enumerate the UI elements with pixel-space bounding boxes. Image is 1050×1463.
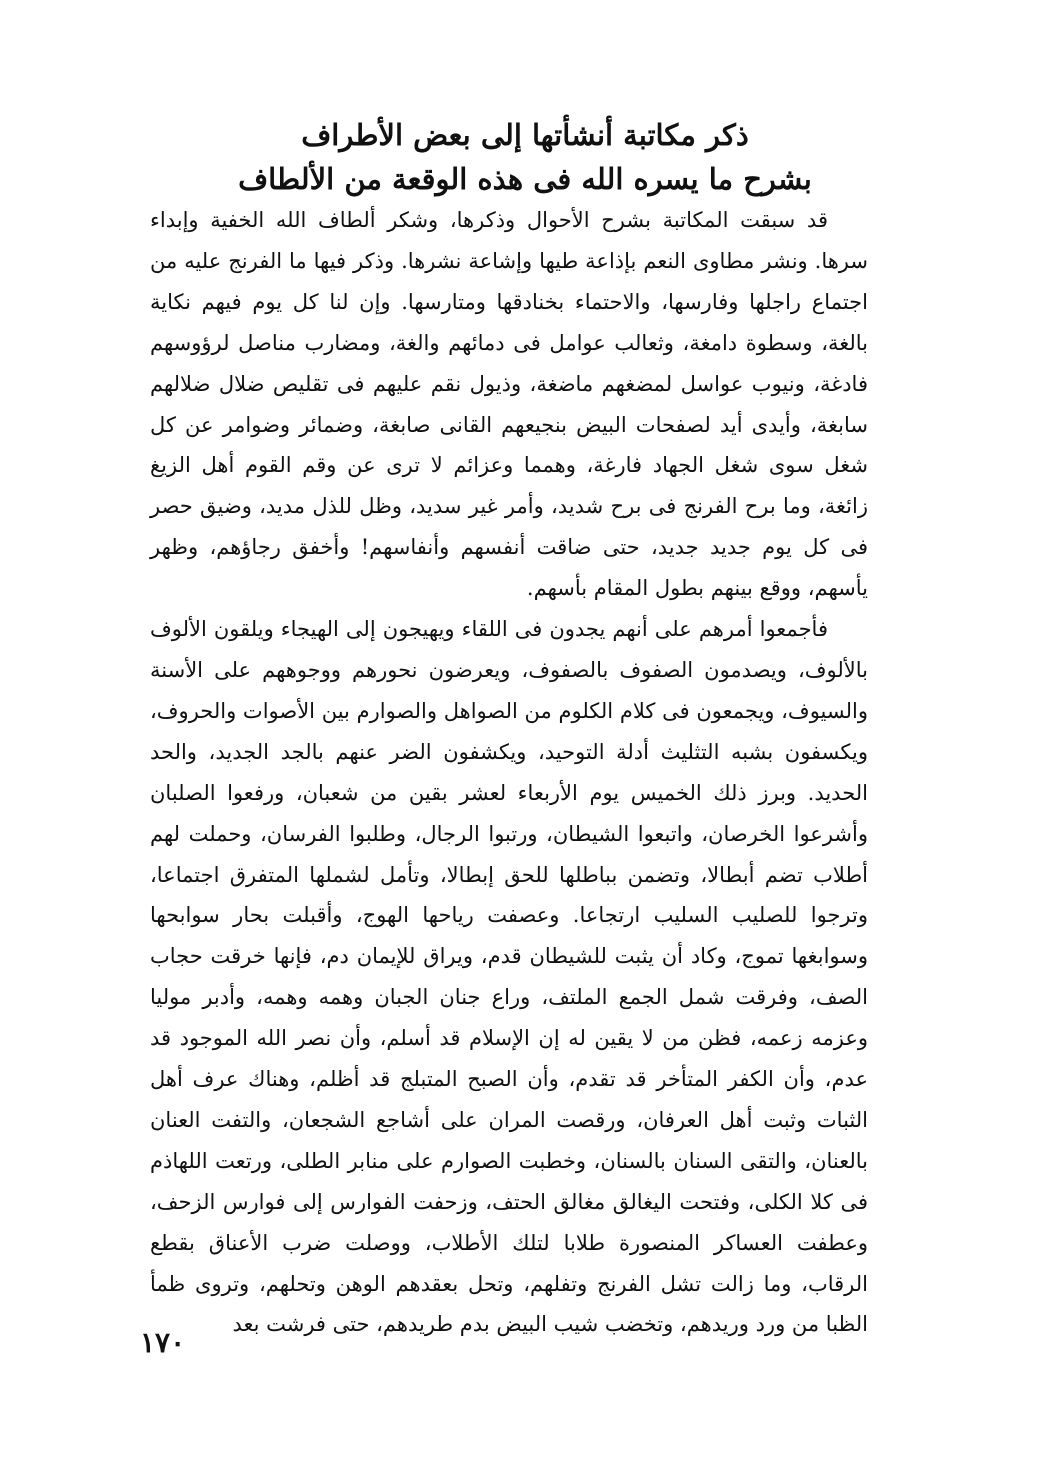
page-number: ١٧٠ (140, 1326, 186, 1359)
chapter-title-line-1: ذكر مكاتبة أنشأتها إلى بعض الأطراف (301, 118, 749, 152)
paragraph: قد سبقت المكاتبة بشرح الأحوال وذكرها، وشكر ألطاف الله الخفية وإبداء سرها. ونشر مطاوى النعم بإذاعة طيها وإشاعة نشرها. وذكر فيها ما الفرنج عليه من اجتماع راجلها وفارسها، والاحتماء بخنادقها ومتارسها. وإن لنا كل يوم فيهم نكاية بالغة، وسطوة دامغة، وثعالب عوامل فى دمائهم والغة، ومضارب مناصل لرؤوسهم فادغة، ونيوب عواسل لمضغهم ماضغة، وذيول نقم عليهم فى تقليص ضلال ضلالهم سابغة، وأيدى أيد لصفحات البيض بنجيعهم القانى صابغة، وضمائر وضوامر عن كل شغل سوى شغل الجهاد فارغة، وهمما وعزائم لا ترى عن وقم القوم أهل الزيغ زائغة، وما برح الفرنج فى برح شديد، وأمر غير سديد، وظل للذل مديد، وضيق حصر فى كل يوم جديد جديد، حتى ضاقت أنفسهم وأنفاسهم! وأخفق رجاؤهم، وظهر يأسهم، ووقع بينهم بطول المقام بأسهم. (150, 208, 868, 601)
paragraph: فأجمعوا أمرهم على أنهم يجدون فى اللقاء ويهيجون إلى الهيجاء ويلقون الألوف بالألوف، ويصدمون الصفوف بالصفوف، ويعرضون نحورهم ووجوههم على الأسنة والسيوف، ويجمعون فى كلام الكلوم من الصواهل والصوارم بين الأصوات والحروف، ويكسفون بشبه التثليث أدلة التوحيد، ويكشفون الضر عنهم بالجد الجديد، والحد الحديد. وبرز ذلك الخميس يوم الأربعاء لعشر بقين من شعبان، ورفعوا الصلبان وأشرعوا الخرصان، واتبعوا الشيطان، ورتبوا الرجال، وطلبوا الفرسان، وحملت لهم أطلاب تضم أبطالا، وتضمن بباطلها للحق إبطالا، وتأمل لشملها المتفرق اجتماعا، وترجوا للصليب السليب ارتجاعا. وعصفت رياحها الهوج، وأقبلت بحار سوابحها وسوابغها تموج، وكاد أن يثبت للشيطان قدم، ويراق للإيمان دم، فإنها خرقت حجاب الصف، وفرقت شمل الجمع الملتف، وراع جنان الجبان وهمه وهمه، وأدبر موليا وعزمه زعمه، فظن من لا يقين له إن الإسلام قد أسلم، وأن نصر الله الموجود قد عدم، وأن الكفر المتأخر قد تقدم، وأن الصبح المتبلج قد أظلم، وهناك عرف أهل الثبات وثبت أهل العرفان، ورقصت المران على أشاجع الشجعان، والتفت العنان بالعنان، والتقى السنان بالسنان، وخطبت الصوارم على منابر الطلى، ورتعت اللهاذم فى كلا الكلى، وفتحت اليغالق مغالق الحتف، وزحفت الفوارس إلى فوارس الزحف، وعطفت العساكر المنصورة طلابا لتلك الأطلاب، ووصلت ضرب الأعناق بقطع الرقاب، وما زالت تشل الفرنج وتفلهم، وتحل بعقدهم الوهن وتحلهم، وتروى ظمأ الظبا من ورد وريدهم، وتخضب شيب البيض بدم طريدهم، حتى فرشت بعد (150, 617, 868, 1337)
chapter-title-line-2: بشرح ما يسره الله فى هذه الوقعة من الألطاف (238, 162, 812, 196)
body-text (150, 200, 868, 1345)
